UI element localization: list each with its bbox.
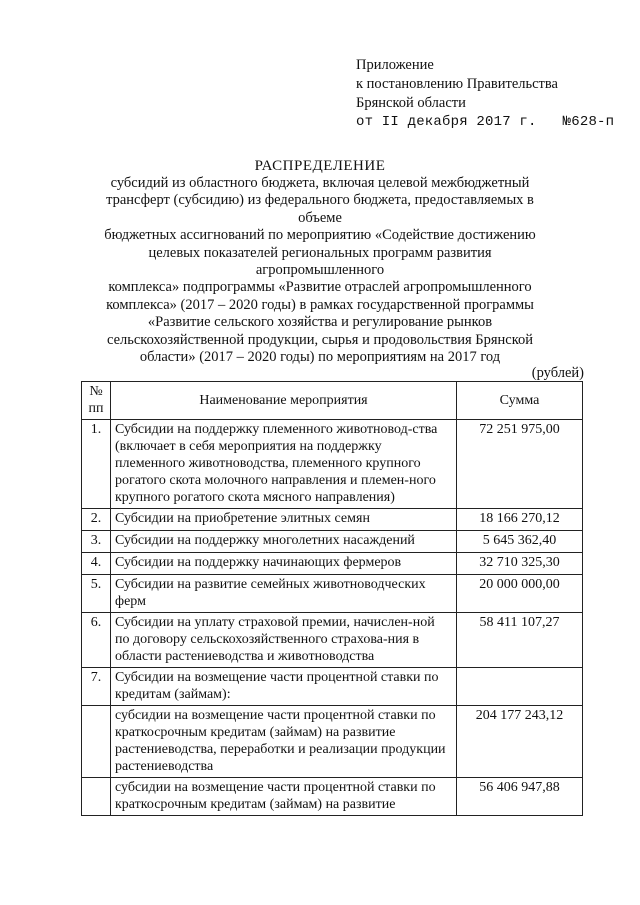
document-title [90,157,550,366]
row-name: Субсидии на развитие семейных животноводческих ферм [111,575,457,613]
row-sum: 58 411 107,27 [457,613,583,668]
appendix-decree: к постановлению Правительства [356,76,558,92]
table-row [82,613,583,668]
appendix-region: Брянской области [356,95,466,111]
appendix-number: №628-п [562,114,615,130]
row-name: Субсидии на поддержку начинающих фермеров [111,553,457,575]
units-label: (рублей) [531,365,584,381]
row-name: Субсидии на приобретение элитных семян [111,509,457,531]
distribution-table [81,381,583,816]
row-sum: 32 710 325,30 [457,553,583,575]
row-num: 3. [82,531,111,553]
header-num: № пп [82,382,111,420]
row-num: 1. [82,420,111,509]
title-line: области» (2017 – 2020 годы) по мероприятиям на 2017 год [139,349,501,366]
appendix-block [356,56,614,132]
table-row [82,575,583,613]
title-line: трансферт (субсидию) из федерального бюджета, предоставляемых в объеме [106,192,534,226]
header-sum: Сумма [457,382,583,420]
title-heading: РАСПРЕДЕЛЕНИЕ [254,158,386,174]
row-num: 5. [82,575,111,613]
row-sum: 20 000 000,00 [457,575,583,613]
title-line: целевых показателей региональных программ развития агропромышленного [148,244,492,279]
title-line: комплекса» (2017 – 2020 годы) в рамках государственной программы [106,296,534,313]
table-row [82,509,583,531]
row-sum [457,668,583,706]
row-num: 4. [82,553,111,575]
title-line: комплекса» подпрограммы «Развитие отраслей агропромышленного [108,279,532,296]
row-num: 7. [82,668,111,706]
row-sum: 204 177 243,12 [457,706,583,778]
appendix-label: Приложение [356,57,434,73]
row-sum: 72 251 975,00 [457,420,583,509]
row-name: субсидии на возмещение части процентной ставки по краткосрочным кредитам (займам) на развитие растениеводства, переработки и реализации продукции растениеводства [111,706,457,778]
row-name: Субсидии на поддержку племенного животновод-ства (включает в себя мероприятия на поддержку племенного животноводства, племенного крупного рогатого скота молочного направления и племен-ного крупного рогатого скота мясного направления) [111,420,457,509]
row-name: Субсидии на уплату страховой премии, начислен-ной по договору сельскохозяйственного страхова-ния в области растениеводства и животноводства [111,613,457,668]
header-name: Наименование мероприятия [111,382,457,420]
row-num [82,778,111,816]
table-row [82,553,583,575]
appendix-date: от II декабря 2017 г. [356,114,537,130]
row-sum: 5 645 362,40 [457,531,583,553]
title-line: субсидий из областного бюджета, включая целевой межбюджетный [110,175,530,191]
title-line: бюджетных ассигнований по мероприятию «Содействие достижению [104,227,536,244]
title-line: сельскохозяйственной продукции, сырья и продовольствия Брянской [106,331,534,348]
table-row [82,420,583,509]
title-line: «Развитие сельского хозяйства и регулирование рынков [147,314,493,331]
row-name: Субсидии на возмещение части процентной ставки по кредитам (займам): [111,668,457,706]
row-num [82,706,111,778]
row-name: Субсидии на поддержку многолетних насаждений [111,531,457,553]
appendix-date-line [356,113,614,132]
row-name: субсидии на возмещение части процентной ставки по краткосрочным кредитам (займам) на развитие [111,778,457,816]
row-sum: 18 166 270,12 [457,509,583,531]
table-row [82,706,583,778]
table-header-row [82,382,583,420]
table-row [82,668,583,706]
row-num: 2. [82,509,111,531]
table-row [82,531,583,553]
row-num: 6. [82,613,111,668]
row-sum: 56 406 947,88 [457,778,583,816]
table-row [82,778,583,816]
